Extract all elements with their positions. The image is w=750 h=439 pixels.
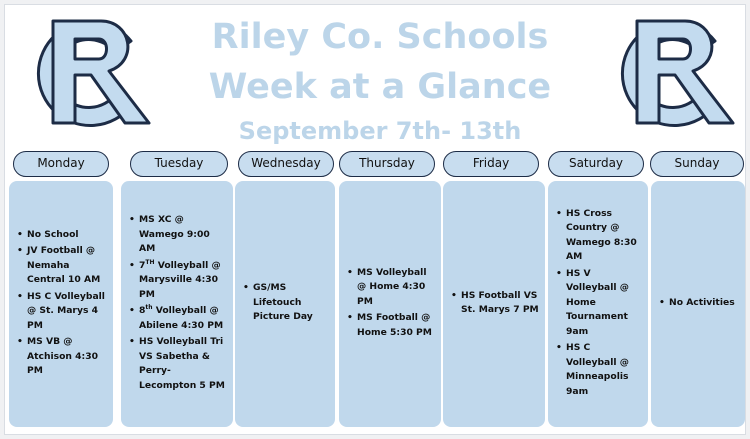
day-header-saturday: Saturday bbox=[548, 151, 644, 177]
title-week-at-a-glance: Week at a Glance bbox=[208, 67, 552, 107]
event-item: • HS Volleyball Tri VS Sabetha & Perry-Lecompton 5 PM bbox=[129, 335, 227, 393]
event-list bbox=[548, 207, 648, 402]
event-list bbox=[339, 266, 441, 343]
event-item: • No School bbox=[17, 228, 107, 243]
day-header-monday: Monday bbox=[13, 151, 109, 177]
day-column-monday bbox=[9, 181, 113, 427]
event-item: • MS Volleyball @ Home 4:30 PM bbox=[347, 266, 435, 310]
event-list bbox=[443, 289, 545, 320]
day-header-friday: Friday bbox=[443, 151, 539, 177]
title-school: Riley Co. Schools bbox=[211, 17, 549, 57]
event-list bbox=[235, 281, 335, 327]
rc-logo-icon bbox=[597, 11, 747, 136]
schedule-poster bbox=[4, 4, 746, 435]
event-list bbox=[9, 228, 113, 381]
day-column-tuesday bbox=[121, 181, 233, 427]
event-item: • HS V Volleyball @ Home Tournament 9am bbox=[556, 267, 642, 340]
day-header-wednesday: Wednesday bbox=[238, 151, 334, 177]
day-column-saturday bbox=[548, 181, 648, 427]
day-header-thursday: Thursday bbox=[339, 151, 435, 177]
event-item: • MS VB @ Atchison 4:30 PM bbox=[17, 335, 107, 379]
day-column-wednesday bbox=[235, 181, 335, 427]
rc-logo-icon bbox=[13, 11, 163, 136]
event-item: • No Activities bbox=[659, 296, 739, 311]
title-date-range: September 7th- 13th bbox=[238, 117, 522, 145]
event-item: • HS C Volleyball @ St. Marys 4 PM bbox=[17, 290, 107, 334]
event-item: • HS C Volleyball @ Minneapolis 9am bbox=[556, 341, 642, 399]
event-item: • MS Football @ Home 5:30 PM bbox=[347, 311, 435, 340]
event-item: • GS/MS Lifetouch Picture Day bbox=[243, 281, 329, 325]
event-item: • HS Football VS St. Marys 7 PM bbox=[451, 289, 539, 318]
event-item: • MS XC @ Wamego 9:00 AM bbox=[129, 213, 227, 257]
event-item: • JV Football @ Nemaha Central 10 AM bbox=[17, 244, 107, 288]
event-list bbox=[121, 213, 233, 395]
day-header-tuesday: Tuesday bbox=[130, 151, 228, 177]
event-item: • 7TH Volleyball @ Marysville 4:30 PM bbox=[129, 259, 227, 303]
event-item: • HS Cross Country @ Wamego 8:30 AM bbox=[556, 207, 642, 265]
day-column-friday bbox=[443, 181, 545, 427]
day-column-sunday bbox=[651, 181, 745, 427]
day-column-thursday bbox=[339, 181, 441, 427]
event-item: • 8th Volleyball @ Abilene 4:30 PM bbox=[129, 304, 227, 333]
day-header-sunday: Sunday bbox=[650, 151, 744, 177]
event-list bbox=[651, 296, 745, 313]
